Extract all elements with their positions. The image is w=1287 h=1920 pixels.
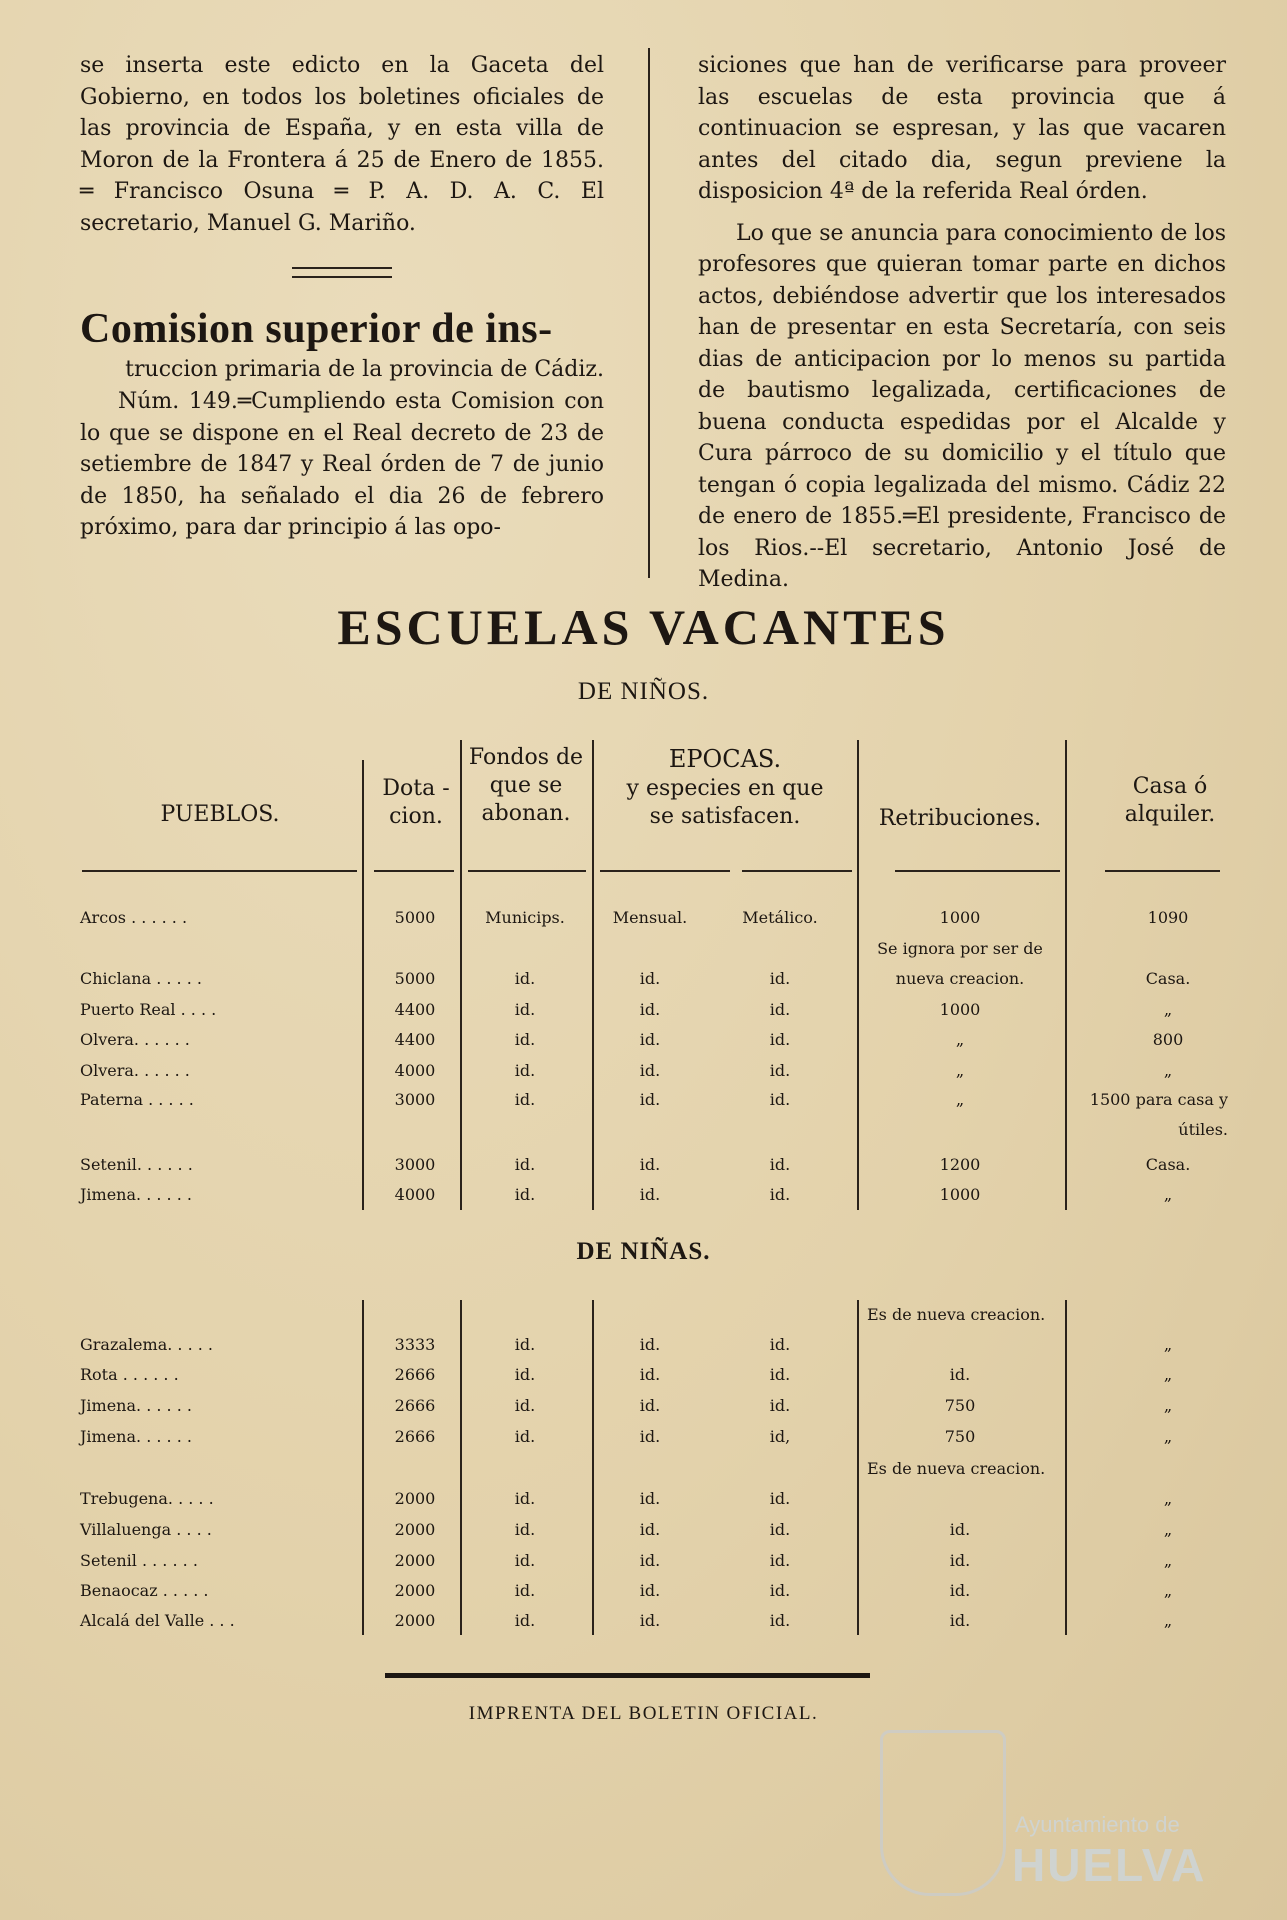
watermark-seal: [880, 1730, 1006, 1896]
right-para-2: Lo que se anuncia para conocimiento de los profesores que quieran tomar parte en dichos actos, debiéndose advertir que los interesados han de presentar en esta Secretaría, con seis dias de anticipacion por lo menos su partida de bautismo legalizada, certificaciones de buena conducta espedidas por el Alcalde y Cura párroco de su domicilio y el título que tengan ó copia legalizada del mismo. Cádiz 22 de enero de 1855.═El presidente, Francisco de los Rios.--El secretario, Antonio José de Medina.: [698, 220, 1226, 592]
table-cell-periodo: id.: [639, 1520, 661, 1539]
table-cell-especie: id.: [769, 969, 791, 988]
table-cell-especie: id.: [769, 1061, 791, 1080]
table-cell-casa: „: [1163, 1365, 1173, 1384]
table-cell-pueblo: Arcos . . . . . .: [80, 908, 188, 927]
table-cell-retribucion: 1200: [939, 1155, 981, 1174]
table-cell-pueblo: Chiclana . . . . .: [80, 969, 202, 988]
right-column: [698, 50, 1226, 596]
table-cell-fondos: id.: [514, 1185, 536, 1204]
table-cell-dotacion: 4400: [394, 1000, 436, 1019]
table-cell-pueblo: Rota . . . . . .: [80, 1365, 179, 1384]
table-cell-retribucion: Es de nueva creacion.: [867, 1305, 1046, 1324]
table-cell-dotacion: 2666: [394, 1365, 436, 1384]
table-cell-retribucion: 1000: [939, 908, 981, 927]
table-cell-pueblo: Setenil . . . . . .: [80, 1551, 198, 1570]
table-cell-dotacion: 5000: [394, 969, 436, 988]
ornament-rule: [292, 267, 392, 278]
table-cell-periodo: id.: [639, 1427, 661, 1446]
header-retribuciones: Retribuciones.: [878, 806, 1042, 831]
table-cell-dotacion: 3000: [394, 1155, 436, 1174]
table-cell-periodo: id.: [639, 1185, 661, 1204]
footer-rule: [385, 1673, 870, 1678]
table-cell-periodo: id.: [639, 1551, 661, 1570]
table-cell-casa: „: [1163, 1000, 1173, 1019]
table-cell-casa: „: [1163, 1611, 1173, 1630]
table-cell-retribucion: Se ignora por ser de nueva creacion.: [877, 939, 1043, 988]
table-cell-fondos: id.: [514, 1581, 536, 1600]
column-divider: [648, 48, 650, 578]
table-cell-fondos: id.: [514, 1551, 536, 1570]
header-rule: [600, 870, 730, 872]
table-cell-fondos: id.: [514, 1030, 536, 1049]
table-cell-casa: „: [1163, 1061, 1173, 1080]
table-cell-periodo: id.: [639, 1030, 661, 1049]
column-line: [362, 1300, 364, 1635]
table-cell-dotacion: 4000: [394, 1061, 436, 1080]
table-cell-retribucion: 1000: [939, 1000, 981, 1019]
table-cell-especie: id.: [769, 1611, 791, 1630]
table-cell-dotacion: 2666: [394, 1396, 436, 1415]
table-cell-casa: 1090: [1147, 908, 1189, 927]
section-heading: Comision superior de ins-: [80, 306, 553, 352]
column-line: [857, 740, 859, 1210]
section-subheading: truccion primaria de la provincia de Cádiz.: [125, 357, 604, 382]
column-line: [857, 1300, 859, 1635]
table-cell-retribucion: „: [955, 1090, 965, 1109]
table-cell-periodo: id.: [639, 1611, 661, 1630]
table-cell-dotacion: 3333: [394, 1335, 436, 1354]
table-cell-casa: „: [1163, 1427, 1173, 1446]
table-cell-dotacion: 3000: [394, 1090, 436, 1109]
table-cell-dotacion: 2000: [394, 1520, 436, 1539]
table-cell-pueblo: Jimena. . . . . .: [80, 1427, 192, 1446]
table-cell-retribucion: 1000: [939, 1185, 981, 1204]
table-cell-casa: „: [1163, 1185, 1173, 1204]
table-cell-periodo: id.: [639, 1335, 661, 1354]
table-cell-pueblo: Grazalema. . . . .: [80, 1335, 214, 1354]
table-cell-pueblo: Alcalá del Valle . . .: [80, 1611, 235, 1630]
table-cell-retribucion: „: [955, 1030, 965, 1049]
table-cell-especie: id.: [769, 1155, 791, 1174]
table-cell-periodo: id.: [639, 1365, 661, 1384]
table-cell-fondos: id.: [514, 1489, 536, 1508]
table-cell-fondos: id.: [514, 1155, 536, 1174]
table-cell-periodo: id.: [639, 1489, 661, 1508]
table-cell-fondos: id.: [514, 1000, 536, 1019]
table-cell-dotacion: 2666: [394, 1427, 436, 1446]
table-cell-especie: id.: [769, 1090, 791, 1109]
header-pueblos: PUEBLOS.: [160, 802, 280, 827]
table-cell-especie: id.: [769, 1489, 791, 1508]
table-cell-especie: Metálico.: [742, 908, 818, 927]
header-rule: [1105, 870, 1220, 872]
left-para-2: Núm. 149.═Cumpliendo esta Comision con lo que se dispone en el Real decreto de 23 de setiembre de 1847 y Real órden de 7 de junio de 1850, ha señalado el dia 26 de febrero próximo, para dar principio á las opo-: [80, 389, 604, 540]
header-rule: [374, 870, 454, 872]
right-para-1: siciones que han de verificarse para proveer las escuelas de esta provincia que á continuacion se espresan, y las que vacaren antes del citado dia, segun previene la disposicion 4ª de la referida Real órden.: [698, 53, 1226, 204]
left-para-1: se inserta este edicto en la Gaceta del Gobierno, en todos los boletines oficiales de las provincia de España, y en esta villa de Moron de la Frontera á 25 de Enero de 1855. ═ Francisco Osuna ═ P. A. D. A. C. El secretario, Manuel G. Mariño.: [80, 53, 604, 236]
header-rule: [742, 870, 852, 872]
table-cell-pueblo: Olvera. . . . . .: [80, 1061, 190, 1080]
table-cell-pueblo: Benaocaz . . . . .: [80, 1581, 209, 1600]
column-line: [1065, 740, 1067, 1210]
table-cell-especie: id.: [769, 1551, 791, 1570]
table-cell-casa: „: [1163, 1335, 1173, 1354]
table-cell-periodo: id.: [639, 1396, 661, 1415]
table-cell-fondos: id.: [514, 1061, 536, 1080]
table-cell-pueblo: Jimena. . . . . .: [80, 1396, 192, 1415]
table-cell-especie: id.: [769, 1581, 791, 1600]
table-cell-dotacion: 2000: [394, 1611, 436, 1630]
section-ninos-title: DE NIÑOS.: [577, 678, 710, 705]
left-column: [80, 50, 604, 544]
table-cell-especie: id.: [769, 1185, 791, 1204]
table-cell-periodo: id.: [639, 969, 661, 988]
column-line: [592, 1300, 594, 1635]
table-cell-retribucion: id.: [949, 1365, 971, 1384]
table-cell-retribucion: Es de nueva creacion.: [867, 1459, 1046, 1478]
table-cell-fondos: id.: [514, 1335, 536, 1354]
table-cell-pueblo: Trebugena. . . . .: [80, 1489, 214, 1508]
table-cell-especie: id.: [769, 1365, 791, 1384]
watermark-line2: HUELVA: [1012, 1839, 1207, 1891]
table-cell-casa: 1500 para casa y útiles.: [1089, 1090, 1228, 1139]
watermark-line1: Ayuntamiento de: [1015, 1812, 1180, 1837]
column-line: [362, 760, 364, 1210]
table-cell-pueblo: Setenil. . . . . .: [80, 1155, 193, 1174]
table-cell-fondos: id.: [514, 1520, 536, 1539]
table-cell-fondos: id.: [514, 1365, 536, 1384]
table-cell-dotacion: 2000: [394, 1489, 436, 1508]
table-cell-especie: id.: [769, 1335, 791, 1354]
table-cell-casa: Casa.: [1145, 1155, 1191, 1174]
table-cell-casa: Casa.: [1145, 969, 1191, 988]
table-cell-retribucion: id.: [949, 1520, 971, 1539]
table-cell-casa: „: [1163, 1396, 1173, 1415]
header-epocas: EPOCAS.: [668, 745, 782, 773]
table-cell-dotacion: 4400: [394, 1030, 436, 1049]
header-rule: [895, 870, 1060, 872]
header-casa: Casa ó alquiler.: [1124, 774, 1216, 827]
table-cell-pueblo: Villaluenga . . . .: [80, 1520, 212, 1539]
column-line: [592, 740, 594, 1210]
table-cell-pueblo: Olvera. . . . . .: [80, 1030, 190, 1049]
table-cell-pueblo: Jimena. . . . . .: [80, 1185, 192, 1204]
table-cell-especie: id.: [769, 1000, 791, 1019]
table-cell-fondos: id.: [514, 1396, 536, 1415]
table-cell-especie: id.: [769, 1396, 791, 1415]
table-cell-especie: id.: [769, 1030, 791, 1049]
table-cell-retribucion: „: [955, 1061, 965, 1080]
table-cell-fondos: id.: [514, 1090, 536, 1109]
section-ninas-title: DE NIÑAS.: [576, 1238, 711, 1265]
table-cell-dotacion: 2000: [394, 1581, 436, 1600]
table-cell-casa: „: [1163, 1581, 1173, 1600]
table-cell-casa: 800: [1152, 1030, 1184, 1049]
table-cell-dotacion: 2000: [394, 1551, 436, 1570]
table-cell-periodo: id.: [639, 1155, 661, 1174]
table-cell-pueblo: Paterna . . . . .: [80, 1090, 194, 1109]
table-cell-fondos: id.: [514, 1427, 536, 1446]
table-cell-fondos: id.: [514, 1611, 536, 1630]
header-epocas-sub: y especies en que se satisfacen.: [626, 776, 824, 829]
printer-footer: IMPRENTA DEL BOLETIN OFICIAL.: [468, 1703, 819, 1724]
table-cell-fondos: Municips.: [485, 908, 565, 927]
header-dotacion: Dota - cion.: [382, 776, 450, 829]
table-cell-periodo: id.: [639, 1090, 661, 1109]
table-cell-dotacion: 4000: [394, 1185, 436, 1204]
table-cell-periodo: id.: [639, 1581, 661, 1600]
table-cell-retribucion: 750: [944, 1396, 976, 1415]
table-cell-periodo: id.: [639, 1061, 661, 1080]
table-cell-periodo: id.: [639, 1000, 661, 1019]
table-cell-retribucion: id.: [949, 1611, 971, 1630]
table-cell-retribucion: id.: [949, 1551, 971, 1570]
header-fondos: Fondos de que se abonan.: [468, 745, 584, 826]
table-cell-dotacion: 5000: [394, 908, 436, 927]
table-cell-retribucion: 750: [944, 1427, 976, 1446]
table-cell-pueblo: Puerto Real . . . .: [80, 1000, 217, 1019]
table-cell-especie: id.: [769, 1520, 791, 1539]
header-rule: [468, 870, 586, 872]
table-cell-fondos: id.: [514, 969, 536, 988]
header-rule: [82, 870, 357, 872]
table-cell-retribucion: id.: [949, 1581, 971, 1600]
page-title: ESCUELAS VACANTES: [337, 599, 950, 655]
table-cell-casa: „: [1163, 1489, 1173, 1508]
table-cell-especie: id,: [769, 1427, 791, 1446]
table-cell-periodo: Mensual.: [612, 908, 688, 927]
table-cell-casa: „: [1163, 1551, 1173, 1570]
table-cell-casa: „: [1163, 1520, 1173, 1539]
